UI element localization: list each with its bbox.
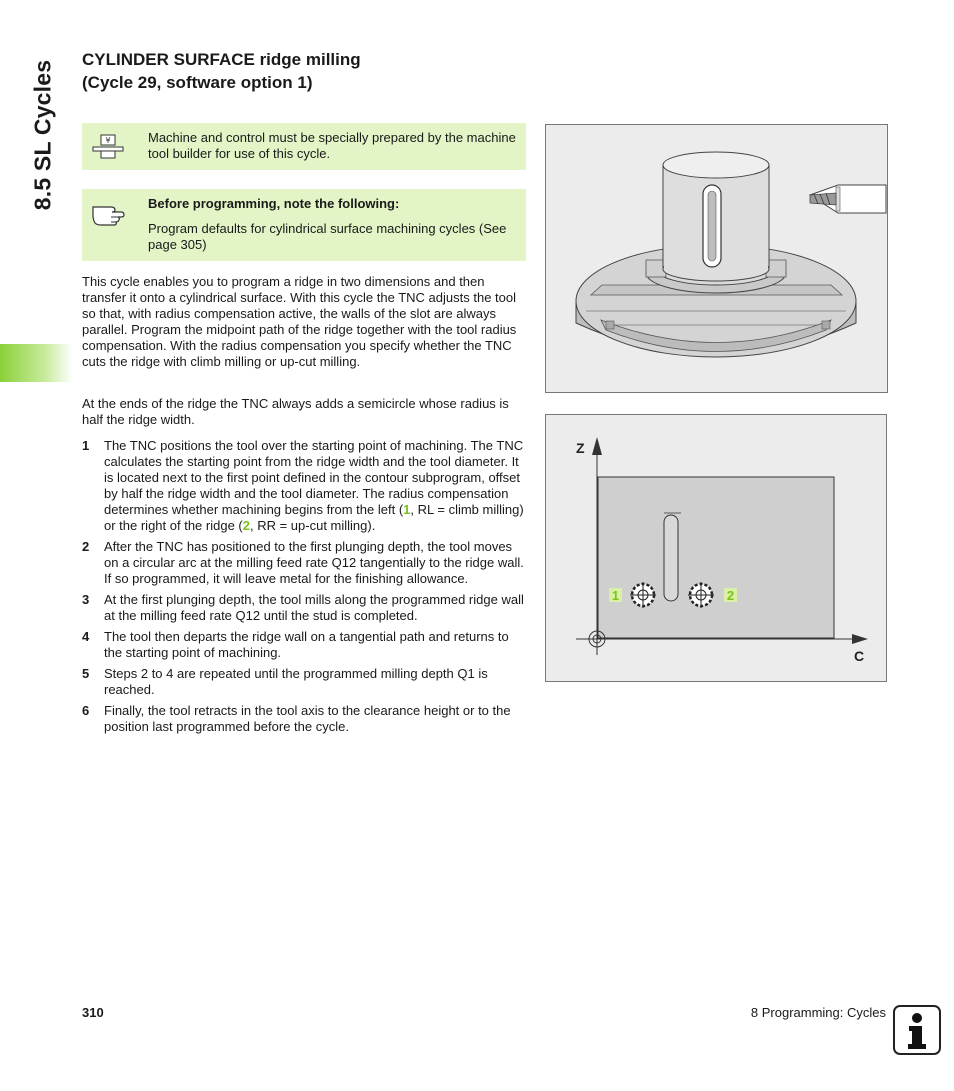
- page-title: [82, 48, 361, 94]
- ridge-path-diagram: [546, 415, 886, 681]
- cylinder-drawing: [546, 125, 887, 392]
- programming-note-heading: Before programming, note the following:: [148, 196, 400, 211]
- step-list: [82, 438, 526, 740]
- programming-note: [82, 189, 526, 261]
- programming-note-text: [148, 196, 516, 253]
- unrolled-surface-diagram: [545, 414, 887, 682]
- list-item: 6 Finally, the tool retracts in the tool axis to the clearance height or to the position last programmed before the cycle.: [82, 703, 511, 734]
- title-line-2: (Cycle 29, software option 1): [82, 73, 313, 92]
- semicircle-paragraph: At the ends of the ridge the TNC always adds a semicircle whose radius is half the ridge width.: [82, 396, 509, 427]
- point-2-label: 2: [726, 588, 735, 603]
- list-item: 3 At the first plunging depth, the tool mills along the programmed ridge wall at the milling feed rate Q12 until the stud is completed.: [82, 592, 524, 623]
- intro-paragraph: This cycle enables you to program a ridge in two dimensions and then transfer it onto a cylindrical surface. With this cycle the TNC adjusts the tool so that, with radius compensation active, the walls of the slot are always parallel. Program the midpoint path of the ridge together with the tool radius compensation. With the radius compensation you specify whether the TNC cuts the ridge with climb milling or up-cut milling.: [82, 274, 517, 369]
- list-item: 2 After the TNC has positioned to the first plunging depth, the tool moves on a circular arc at the milling feed rate Q12 tangentially to the ridge wall. If so programmed, it will leave metal for the finishing allowance.: [82, 539, 524, 586]
- chapter-tab-marker: [0, 344, 73, 382]
- machine-note-text: Machine and control must be specially prepared by the machine tool builder for use of this cycle.: [148, 130, 516, 161]
- z-axis-label: Z: [576, 440, 585, 456]
- point-1-label: 1: [611, 588, 620, 603]
- cylinder-illustration: [545, 124, 888, 393]
- list-item: 1 The TNC positions the tool over the starting point of machining. The TNC calculates the starting point from the ridge width and the tool diameter. It is located next to the first point defined in the contour subprogram, offset by half the ridge width and the tool diameter. The radius compensation determines whether machining begins from the left (1, RL = climb milling) or the right of the ridge (2, RR = up-cut milling).: [82, 438, 524, 533]
- pointing-hand-icon: [91, 199, 125, 227]
- svg-text:¥: ¥: [105, 136, 111, 145]
- machine-note: [82, 123, 526, 170]
- title-line-1: CYLINDER SURFACE ridge milling: [82, 50, 361, 69]
- machine-icon: [91, 133, 125, 161]
- list-item: 4 The tool then departs the ridge wall on a tangential path and returns to the starting point of machining.: [82, 629, 509, 660]
- side-section-title: 8.5 SL Cycles: [29, 59, 56, 211]
- info-icon: [893, 1005, 941, 1055]
- page-number: 310: [82, 1005, 104, 1020]
- programming-note-body: Program defaults for cylindrical surface machining cycles (See page 305): [148, 221, 507, 252]
- list-item: 5 Steps 2 to 4 are repeated until the programmed milling depth Q1 is reached.: [82, 666, 488, 697]
- c-axis-label: C: [854, 648, 865, 664]
- chapter-footer: 8 Programming: Cycles: [750, 1005, 886, 1020]
